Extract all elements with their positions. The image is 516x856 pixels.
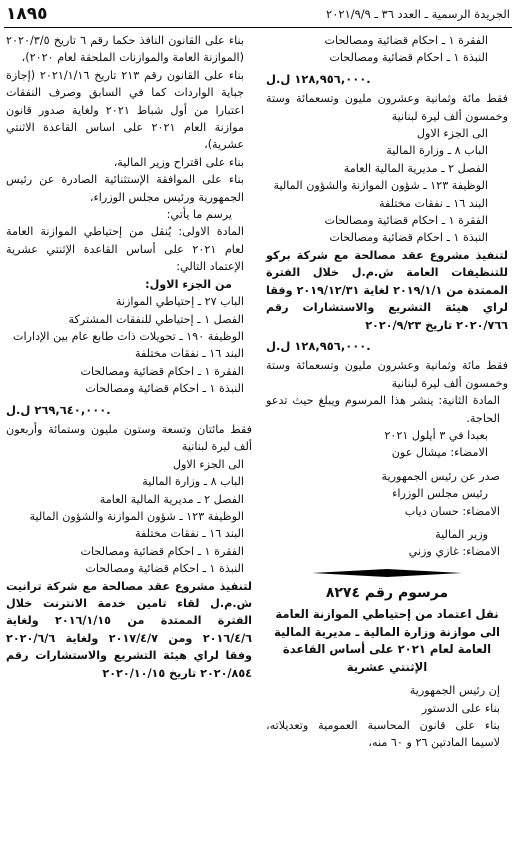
ornament-divider-icon (312, 568, 462, 578)
right-column-text (266, 32, 508, 561)
text-line: الفقرة ١ ـ احكام قضائية ومصالحات (80, 364, 244, 378)
text-line: صدر عن رئيس الجمهورية (381, 469, 500, 483)
text-line: بناء على قانون المحاسبة العمومية وتعديلاته، لاسيما المادتين ٢٦ و ٦٠ منه، (266, 719, 500, 750)
text-line: الامضاء: حسان دياب (404, 504, 500, 518)
text-line: بناء على الموافقة الإستثنائية الصادرة عن رئيس الجمهورية ورئيس مجلس الوزراء، (6, 173, 244, 204)
text-line: الى الجزء الاول (172, 457, 244, 471)
amount-line: ١٢٨,٩٥٦,٠٠٠ ل.ل. (266, 71, 371, 86)
text-line: لتنفيذ مشروع عقد مصالحة مع شركة بركو للتنظيفات العامة ش.م.ل خلال الفترة الممتدة من ٢٠١٩/١/١ لغاية ٢٠١٩/١٢/٣١ وفقا لراي هيئة التشريع والاستشارات رقم ٢٠٢٠/٧٦٦ تاريخ ٢٠٢٠/٩/٢٣ (266, 248, 508, 332)
text-line: الباب ٨ ـ وزارة المالية (142, 475, 244, 489)
text-line: النبذة ١ ـ احكام قضائية ومصالحات (85, 382, 244, 396)
text-line: المادة الاولى: يُنقل من إحتياطي الموازنة العامة لعام ٢٠٢١ على أساس القاعدة الإثنتي عشرية الإعتماد التالي: (6, 225, 244, 274)
text-line: الى الجزء الاول (416, 127, 488, 141)
text-line: النبذة ١ ـ احكام قضائية ومصالحات (329, 231, 488, 245)
text-line: الفصل ١ ـ إحتياطي للنفقات المشتركة (68, 312, 244, 326)
amount-line: ١٢٨,٩٥٦,٠٠٠ ل.ل. (266, 338, 371, 353)
text-line: الفصل ٢ ـ مديرية المالية العامة (343, 161, 488, 175)
decree-number: مرسوم رقم ٨٢٧٤ (325, 584, 449, 601)
text-line: البند ١٦ ـ نفقات مختلفة (134, 347, 244, 361)
text-line: الوظيفة ١٢٣ ـ شؤون الموازنة والشؤون المالية (273, 179, 488, 193)
text-line: الفقرة ١ ـ احكام قضائية ومصالحات (80, 544, 244, 558)
header-divider (4, 27, 512, 28)
text-line: بعبدا في ٣ أيلول ٢٠٢١ (384, 428, 488, 442)
text-line: بناء على الدستور (421, 701, 500, 715)
text-line: الباب ٨ ـ وزارة المالية (386, 144, 488, 158)
left-column (6, 32, 252, 682)
text-line: الفقرة ١ ـ احكام قضائية ومصالحات (324, 34, 488, 47)
page-number: ١٨٩٥ (6, 4, 48, 24)
text-line: فقط مائة وثمانية وعشرون مليون وتسعمائة وستة وخمسون ألف ليرة لبنانية (266, 92, 508, 123)
gazette-title: الجريدة الرسمية ـ العدد ٣٦ ـ ٢٠٢١/٩/٩ (326, 7, 510, 21)
text-line: وزير المالية (435, 527, 488, 541)
page-header (4, 4, 512, 26)
text-line: فقط مائتان وتسعة وستون مليون وستمائة وأربعون ألف ليرة لبنانية (6, 422, 252, 454)
text-line: البند ١٦ ـ نفقات مختلفة (134, 527, 244, 541)
text-line: فقط مائة وثمانية وعشرون مليون وتسعمائة وستة وخمسون ألف ليرة لبنانية (266, 359, 508, 390)
text-line: الوظيفة ١٩٠ ـ تحويلات ذات طابع عام بين الإدارات (12, 329, 244, 343)
text-line: الامضاء: غازي وزني (408, 545, 500, 559)
text-line: النبذة ١ ـ احكام قضائية ومصالحات (85, 562, 244, 576)
text-line: الفقرة ١ ـ احكام قضائية ومصالحات (324, 214, 488, 228)
text-line: الباب ٢٧ ـ إحتياطي الموازنة (115, 295, 244, 309)
text-line: رئيس مجلس الوزراء (392, 487, 488, 501)
text-line: بناء على القانون رقم ٢١٣ تاريخ ٢٠٢١/١/١٦ (إجازة جباية الواردات كما في السابق وصرف النفقات اعتبارا من أول شباط ٢٠٢١ ولغاية صدور قانون موازنة العام ٢٠٢١ على اساس القاعدة الاثنتي عشرية)، (6, 68, 244, 152)
decree-preamble (266, 682, 508, 752)
amount-line: ٢٦٩,٦٤٠,٠٠٠ ل.ل. (6, 402, 111, 417)
text-line: البند ١٦ ـ نفقات مختلفة (378, 196, 488, 210)
decree-title: نقل اعتماد من إحتياطي الموازنة العامة الى موازنة وزارة المالية ـ مديرية المالية العامة لعام ٢٠٢١ على أساس القاعدة الإثنتي عشرية (273, 607, 501, 674)
text-line: المادة الثانية: ينشر هذا المرسوم ويبلغ حيث تدعو الحاجة. (266, 394, 500, 425)
text-line: لتنفيذ مشروع عقد مصالحة مع شركة ترانيت ش.م.ل لقاء تامين خدمة الانترنت خلال الفترة الممتدة من ٢٠١٦/١/١٥ ولغاية ٢٠١٦/٤/٦ ومن ٢٠١٧/٤/٧ ولغاية ٢٠٢٠/٦/٦ وفقا لراي هيئة التشريع والاستشارات رقم ٢٠٢٠/٨٥٤ تاريخ ٢٠٢٠/١٠/١٥ (6, 579, 252, 680)
text-line: إن رئيس الجمهورية (409, 684, 500, 698)
right-column (266, 32, 508, 752)
text-line: يرسم ما يأتي: (166, 208, 232, 222)
text-line: الوظيفة ١٢٣ ـ شؤون الموازنة والشؤون المالية (29, 509, 244, 523)
text-line: بناء على القانون النافذ حكما رقم ٦ تاريخ ٢٠٢٠/٣/٥ (الموازنة العامة والموازنات الملحقة لعام ٢٠٢٠)، (6, 34, 244, 65)
text-line: الامضاء: ميشال عون (391, 446, 488, 460)
text-line: الفصل ٢ ـ مديرية المالية العامة (99, 492, 244, 506)
text-line: النبذة ١ ـ احكام قضائية ومصالحات (329, 51, 488, 65)
text-line: بناء على اقتراح وزير المالية، (113, 155, 244, 169)
left-column-text (6, 32, 252, 682)
decree-divider (266, 565, 508, 583)
text-line: من الجزء الاول: (145, 277, 232, 291)
